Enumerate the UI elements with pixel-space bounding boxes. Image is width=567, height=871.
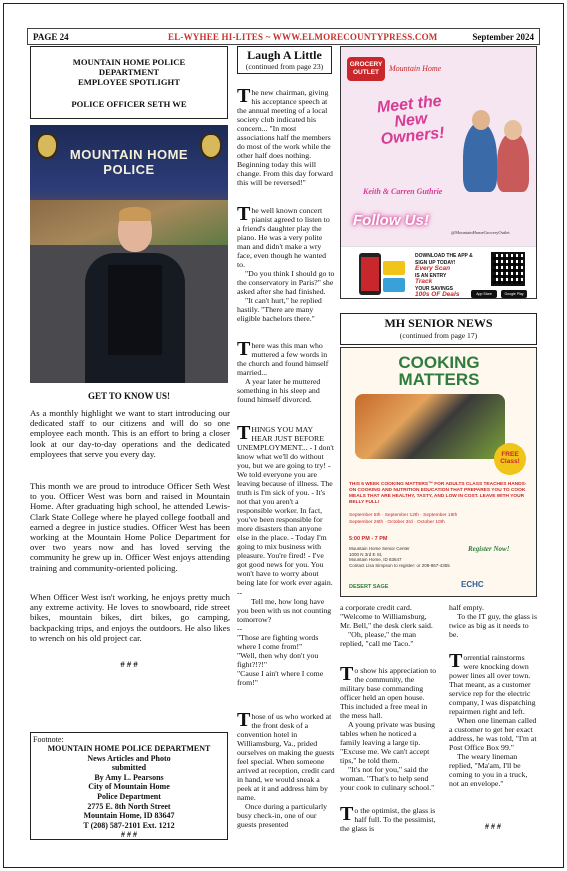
grocery-outlet-ad [340,46,537,299]
joke-spacer [340,648,438,666]
article-paragraph: This month we are proud to introduce Officer Seth West to you. Officer West was born and raised in Mountain Home. After graduating high school, he attended Lewis-Clark State College where he played college football and earned a degree in justice studies. Officer West has been working at the Mountain Home Police Department for over two years now and has loved serving the community he grew up in. Officer West enjoys attending training and community-oriented policing. [30,481,230,573]
footnote-line: News Articles and Photo [87,753,171,763]
publication-name: EL-WYHEE HI-LITES ~ WWW.ELMORECOUNTYPRESS.COM [168,32,438,42]
app-deals: 100s OF Deals [415,291,460,298]
owner-head [472,110,490,130]
cooking-dates-line: September 26th · October 3rd · October 10th [349,519,445,525]
joke-text: The weary lineman replied, "Ma'am, I'll be coming to you in a truck, not an envelope." [449,752,528,788]
grocery-handle: @MountainHomeGroceryOutlet [451,230,510,235]
article-paragraph: As a monthly highlight we want to start introducing our dedicated staff to our citizens and will do so one employee each month. This is an effort to bring a closer look at our day-to-day operations and the dedicated employees that serve you every day. [30,408,230,459]
joke-chairman [237,85,335,187]
officer-hair [119,207,151,221]
page-number: PAGE 24 [33,32,69,42]
joke-text: To show his appreciation to the community, the military base commanding officer held an open house. This included a free meal in the mess hall. [340,663,437,720]
footnote-line: T (208) 587-2101 Ext. 1212 [83,820,175,830]
laugh-subtitle: (continued from page 23) [245,62,324,71]
joke-text: A year later he muttered something in his sleep and found himself divorced. [237,377,321,404]
spotlight-box [30,46,228,119]
cooking-description: THIS 6 WEEK COOKING MATTERS™ FOR ADULTS CLASS TEACHES HANDS-ON COOKING AND NUTRITION EDUCATION THAT PREPARES YOU TO COOK MEALS THAT ARE HEALTHY, TASTY, AND LOW IN COST. LEAVE WITH YOUR BELLY FULL! [349,482,527,505]
joke-text: -- [237,588,243,597]
joke-text: THINGS YOU MAY HEAR JUST BEFORE UNEMPLOYMENT... - I don't know what we'll do without you, but we are going to try! - We told everyone you are leaving because of illness. The truth is I'm sick of you. - It's not that you aren't a responsible worker. In fact, you've been responsible for more disasters than anyone else in the place. - Today I'm going to mix business with pleasure. You're fired! - I've got good news for you. You won't have to worry about being late for work ever again. [237,422,334,587]
grocery-location: Mountain Home [389,64,442,73]
app-track: Track [415,278,433,285]
joke-text: half empty. [449,603,485,612]
grocery-follow: Follow Us! [353,212,429,229]
joke-text: -- [237,624,243,633]
owner-figure [463,122,497,192]
joke-text: Once during a particularly busy check-in, one of our guests presented [237,802,328,829]
free-class-badge: FREE Class! [494,443,526,475]
app-entry: IS AN ENTRY [415,272,447,279]
register-now: Register Now! [468,545,510,553]
footnote-line: MOUNTAIN HOME POLICE DEPARTMENT [47,744,211,753]
footnote-line: Mountain Home, ID 83647 [83,811,175,821]
owners-photo [459,112,531,192]
owner-head [504,120,522,140]
joke-text: There was this man who muttered a few words in the church and found himself married... [237,338,329,377]
cooking-dates-line: September 5th · September 12th · September 19th [349,513,458,518]
senior-news-heading [340,313,537,345]
grocery-app-panel [341,246,537,299]
address-line: 1000 N 3rd E St, [349,551,383,557]
joke-church [237,338,335,404]
contact-line: Contact Lisa Simpson to register: or 208-867-4355 [349,562,450,568]
cooking-title [349,354,529,388]
spotlight-line: DEPARTMENT [98,67,160,77]
article-heading: GET TO KNOW US! [87,391,171,401]
page-header [27,28,540,45]
joke-text: The well known concert pianist agreed to listen to a friend's daughter play the piano. He was a very polite man and didn't make a wry face, even though he wanted to. [237,203,330,269]
joke-unemployment [237,422,335,587]
footnote-line: # # # [121,830,137,840]
google-play-badge: Google Play [501,290,527,298]
app-download-text: DOWNLOAD THE APP & SIGN UP TODAY! [415,253,473,266]
officer-vest [108,265,162,355]
footnote-text [31,744,227,840]
joke-pianist [237,203,335,323]
app-every-scan: Every Scan [415,265,451,272]
footnote-line: submitted [111,763,147,773]
laugh-heading-box [237,46,332,74]
joke-text: "Cause I ain't where I come from!" [237,669,324,687]
joke-column-2 [340,603,438,833]
address-line: Mountain Home Senior Center [349,546,410,551]
qr-code-icon [491,252,525,286]
address-line: Mountain Home, ID 83647 [349,557,402,563]
footnote-line: Police Department [97,791,161,801]
joke-text: Those of us who worked at the front desk of a convention hotel in Williamsburg, Va., prided ourselves on making the guests feel special. When someone arrived at reception, credit card in hand, we would sneak a peek at it and address him by name. [237,709,335,802]
footnote-line: 2775 E. 8th North Street [87,801,171,811]
joke-text: "Those are fighting words where I come from!" [237,633,319,651]
spotlight-line: MOUNTAIN HOME POLICE [72,57,186,67]
joke-text: "Well, then why don't you fight?!?!" [237,651,319,669]
owner-figure [497,132,529,192]
cooking-address [349,546,459,568]
joke-text: "Do you think I should go to the conservatory in Paris?" she asked after she had finished. [237,269,335,296]
footnote-label: Footnote: [33,735,64,744]
laugh-title: Laugh A Little [247,48,322,62]
joke-spacer [449,639,537,653]
joke-column-3 [449,603,537,788]
spotlight-name: POLICE OFFICER SETH WE [71,99,187,109]
cooking-matters-ad [340,347,537,597]
photo-banner-text: MOUNTAIN HOME POLICE [69,147,189,177]
cooking-title-line: COOKING [398,353,480,372]
grocery-owners: Keith & Carren Guthrie [363,187,443,196]
article-paragraph: When Officer West isn't working, he enjoys pretty much any extreme activity. He loves to snowboard, ride street bikes, mountain bikes, dirt bikes, go camping, backpacking trips, and enjoys the outdoors. He also likes to wrench on his old project car. [30,592,230,643]
footnote-line: By Amy L. Pearsons [94,772,164,782]
footnote-box [30,732,228,840]
officer-photo [30,125,228,383]
cooking-photo [355,394,505,459]
issue-date: September 2024 [472,32,534,42]
cooking-title-line: MATTERS [398,370,480,389]
cooking-time: 5:00 PM - 7 PM [349,536,388,542]
app-store-badge: App Store [471,290,497,298]
joke-text: When one lineman called a customer to get her exact address, he was told, "I'm at Post Office Box 99." [449,716,537,752]
grocery-headline: Meet the New Owners! [376,92,446,149]
joke-text: Torrential rainstorms were knocking down power lines all over town. That meant, as a customer service rep for the electric company, I was dispatching repairmen right and left. [449,650,536,716]
phone-app-icon [351,251,411,297]
joke-text: "Oh, please," the man replied, "call me Taco." [340,630,417,648]
joke-text: The new chairman, giving his acceptance speech at the annual meeting of a local society club indicated his concern... "In most associations half the members do most of the work while the other half does nothing. Beginning today this will change. From this day forward this will be reversed!" [237,85,333,187]
joke-text: To the IT guy, the glass is twice as big as it needs to be. [449,612,538,639]
joke-spacer [340,792,438,806]
joke-text: To the optimist, the glass is half full. To the pessimist, the glass is [340,803,436,833]
jokes-end-mark: # # # [485,822,501,831]
desert-sage-logo: DESERT SAGE [349,584,389,590]
senior-title: MH SENIOR NEWS [384,316,493,330]
app-savings: YOUR SAVINGS [415,285,453,292]
echc-logo: ECHC [461,580,484,589]
joke-hotel [237,709,335,829]
joke-text: "It's not for you," said the woman. "That's to help send your cook to culinary school." [340,765,435,792]
joke-fighting-words [237,588,335,687]
joke-text: Tell me, how long have you been with us not counting tomorrow? [237,597,332,624]
grocery-logo: GROCERY OUTLET [347,57,385,81]
footnote-line: City of Mountain Home [88,782,170,792]
senior-subtitle: (continued from page 17) [399,331,478,340]
joke-text: a corporate credit card. "Welcome to Williamsburg, Mr. Bell," the desk clerk said. [340,603,433,630]
spotlight-line: EMPLOYEE SPOTLIGHT [78,77,180,87]
cooking-dates [349,513,529,526]
article-end-mark: # # # [120,659,138,669]
joke-text: A young private was busing tables when he noticed a family leaving a large tip. "Excuse me. We can't accept tips," he told them. [340,720,436,765]
joke-text: "It can't hurt," he replied hastily. "There are many eligible bachelors there." [237,296,322,323]
